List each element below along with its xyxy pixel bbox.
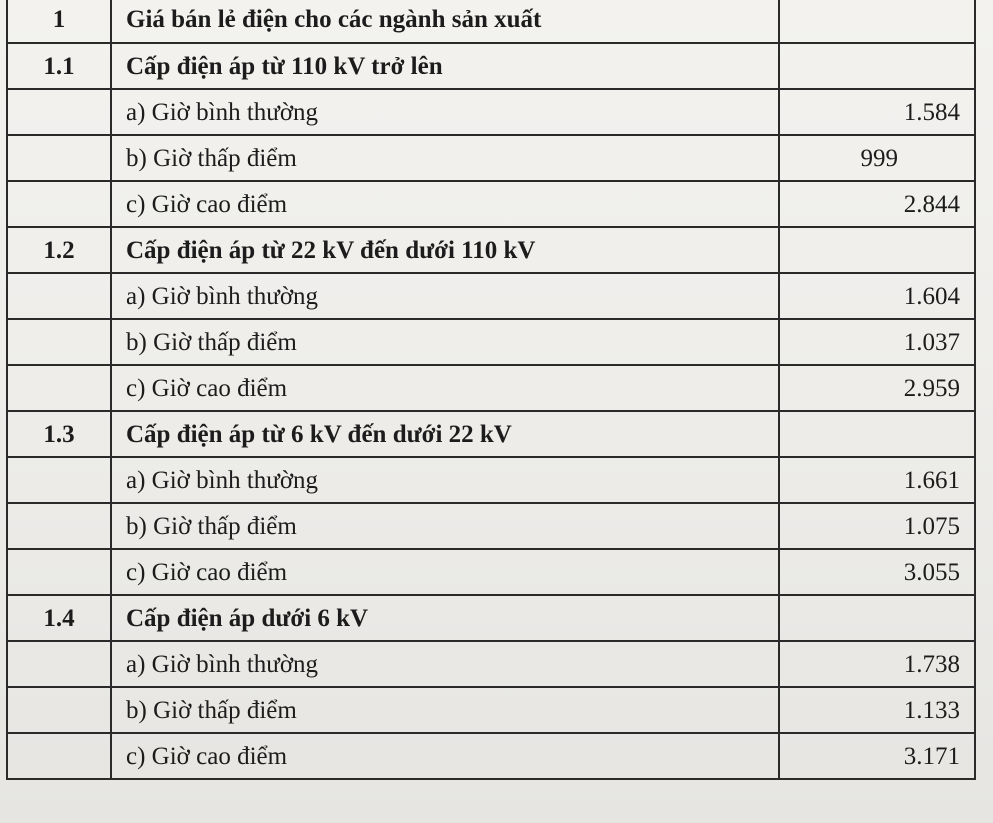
row-number-cell — [7, 273, 111, 319]
price-cell: 1.661 — [779, 457, 975, 503]
row-number-cell — [7, 319, 111, 365]
category-name-cell: Giá bán lẻ điện cho các ngành sản xuất — [111, 0, 779, 43]
row-number-cell — [7, 457, 111, 503]
table-row — [7, 457, 975, 503]
table-row — [7, 89, 975, 135]
table-group-row — [7, 411, 975, 457]
table-row — [7, 273, 975, 319]
price-cell — [779, 43, 975, 89]
tariff-table-body — [7, 0, 975, 779]
time-period-cell: b) Giờ thấp điểm — [111, 687, 779, 733]
category-name-cell: Cấp điện áp từ 22 kV đến dưới 110 kV — [111, 227, 779, 273]
table-group-row — [7, 43, 975, 89]
time-period-cell: b) Giờ thấp điểm — [111, 135, 779, 181]
price-cell: 3.055 — [779, 549, 975, 595]
price-cell: 2.959 — [779, 365, 975, 411]
row-number-cell — [7, 549, 111, 595]
table-row — [7, 549, 975, 595]
price-cell: 999 — [779, 135, 975, 181]
table-row — [7, 365, 975, 411]
price-cell: 1.037 — [779, 319, 975, 365]
time-period-cell: a) Giờ bình thường — [111, 89, 779, 135]
table-row — [7, 503, 975, 549]
price-cell: 1.604 — [779, 273, 975, 319]
row-number-cell — [7, 503, 111, 549]
table-row — [7, 181, 975, 227]
row-number-cell — [7, 687, 111, 733]
row-number-cell: 1 — [7, 0, 111, 43]
price-cell: 2.844 — [779, 181, 975, 227]
table-group-row — [7, 595, 975, 641]
table-row — [7, 733, 975, 779]
category-name-cell: Cấp điện áp dưới 6 kV — [111, 595, 779, 641]
time-period-cell: c) Giờ cao điểm — [111, 365, 779, 411]
time-period-cell: b) Giờ thấp điểm — [111, 503, 779, 549]
row-number-cell — [7, 89, 111, 135]
table-group-row — [7, 0, 975, 43]
time-period-cell: a) Giờ bình thường — [111, 273, 779, 319]
table-row — [7, 687, 975, 733]
table-group-row — [7, 227, 975, 273]
row-number-cell — [7, 641, 111, 687]
price-cell — [779, 227, 975, 273]
price-cell — [779, 411, 975, 457]
row-number-cell: 1.4 — [7, 595, 111, 641]
price-cell: 1.075 — [779, 503, 975, 549]
time-period-cell: b) Giờ thấp điểm — [111, 319, 779, 365]
time-period-cell: a) Giờ bình thường — [111, 457, 779, 503]
time-period-cell: a) Giờ bình thường — [111, 641, 779, 687]
row-number-cell — [7, 181, 111, 227]
row-number-cell: 1.3 — [7, 411, 111, 457]
price-cell: 1.738 — [779, 641, 975, 687]
row-number-cell: 1.1 — [7, 43, 111, 89]
price-cell: 1.133 — [779, 687, 975, 733]
price-cell — [779, 595, 975, 641]
price-cell: 1.584 — [779, 89, 975, 135]
electricity-tariff-table — [6, 0, 976, 780]
row-number-cell: 1.2 — [7, 227, 111, 273]
price-cell — [779, 0, 975, 43]
time-period-cell: c) Giờ cao điểm — [111, 733, 779, 779]
category-name-cell: Cấp điện áp từ 6 kV đến dưới 22 kV — [111, 411, 779, 457]
table-row — [7, 319, 975, 365]
price-cell: 3.171 — [779, 733, 975, 779]
time-period-cell: c) Giờ cao điểm — [111, 181, 779, 227]
time-period-cell: c) Giờ cao điểm — [111, 549, 779, 595]
row-number-cell — [7, 135, 111, 181]
category-name-cell: Cấp điện áp từ 110 kV trở lên — [111, 43, 779, 89]
row-number-cell — [7, 365, 111, 411]
table-row — [7, 135, 975, 181]
row-number-cell — [7, 733, 111, 779]
table-row — [7, 641, 975, 687]
